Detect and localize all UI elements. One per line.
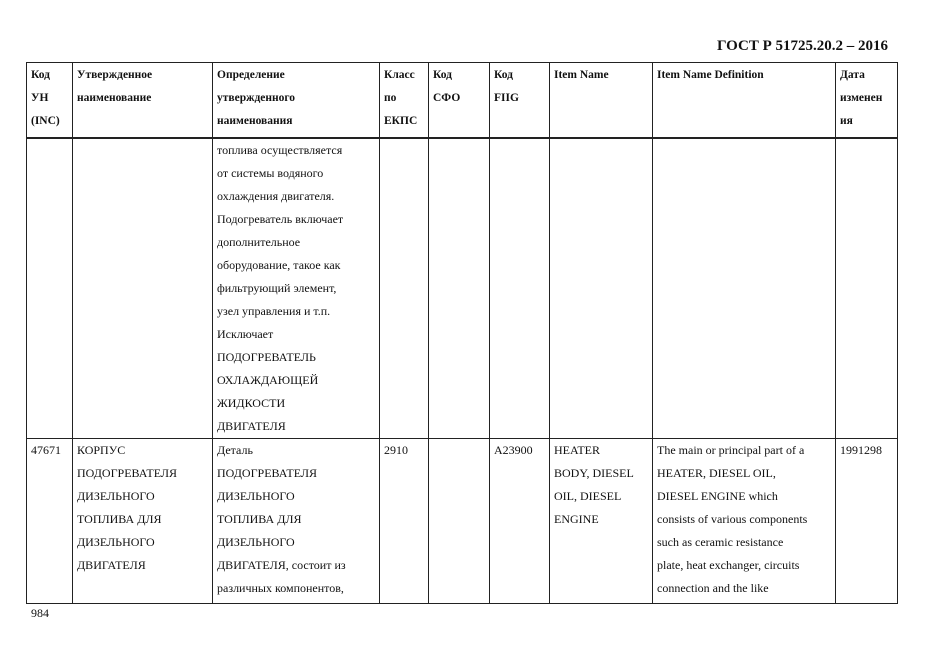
- header-change-date: Дата изменен ия: [836, 63, 898, 138]
- table-header-row: [27, 63, 898, 138]
- cell-fiig-code: [490, 138, 550, 439]
- cell-approved-name: КОРПУС ПОДОГРЕВАТЕЛЯ ДИЗЕЛЬНОГО ТОПЛИВА ДЛЯ ДИЗЕЛЬНОГО ДВИГАТЕЛЯ: [73, 439, 213, 604]
- cell-inc-code: 47671: [27, 439, 73, 604]
- cell-item-name-definition: The main or principal part of a HEATER, DIESEL OIL, DIESEL ENGINE which consists of various components such as ceramic resistance plate, heat exchanger, circuits connection and the like: [653, 439, 836, 604]
- cell-name-definition: топлива осуществляется от системы водяного охлаждения двигателя. Подогреватель включает дополнительное оборудование, такое как фильтрующий элемент, узел управления и т.п. Исключает ПОДОГРЕВАТЕЛЬ ОХЛАЖДАЮЩЕЙ ЖИДКОСТИ ДВИГАТЕЛЯ: [213, 138, 380, 439]
- cell-item-name: [550, 138, 653, 439]
- cell-name-definition: Деталь ПОДОГРЕВАТЕЛЯ ДИЗЕЛЬНОГО ТОПЛИВА ДЛЯ ДИЗЕЛЬНОГО ДВИГАТЕЛЯ, состоит из различных компонентов,: [213, 439, 380, 604]
- header-inc-code: Код УН (INC): [27, 63, 73, 138]
- cell-approved-name: [73, 138, 213, 439]
- header-item-name-definition: Item Name Definition: [653, 63, 836, 138]
- cell-ekps-class: 2910: [380, 439, 429, 604]
- header-ekps-class: Класс по ЕКПС: [380, 63, 429, 138]
- header-item-name: Item Name: [550, 63, 653, 138]
- cell-ekps-class: [380, 138, 429, 439]
- cell-item-name: HEATER BODY, DIESEL OIL, DIESEL ENGINE: [550, 439, 653, 604]
- header-sfo-code: Код СФО: [429, 63, 490, 138]
- header-fiig-code: Код FIIG: [490, 63, 550, 138]
- header-name-definition: Определение утвержденного наименования: [213, 63, 380, 138]
- cell-change-date: 1991298: [836, 439, 898, 604]
- table-row: [27, 439, 898, 604]
- cell-inc-code: [27, 138, 73, 439]
- cell-fiig-code: A23900: [490, 439, 550, 604]
- cell-sfo-code: [429, 138, 490, 439]
- document-code: ГОСТ Р 51725.20.2 – 2016: [716, 38, 888, 54]
- table-row: [27, 138, 898, 439]
- cell-sfo-code: [429, 439, 490, 604]
- page-number: 984: [31, 606, 49, 620]
- header-approved-name: Утвержденное наименование: [73, 63, 213, 138]
- cell-item-name-definition: [653, 138, 836, 439]
- cell-change-date: [836, 138, 898, 439]
- classification-table: [26, 62, 898, 604]
